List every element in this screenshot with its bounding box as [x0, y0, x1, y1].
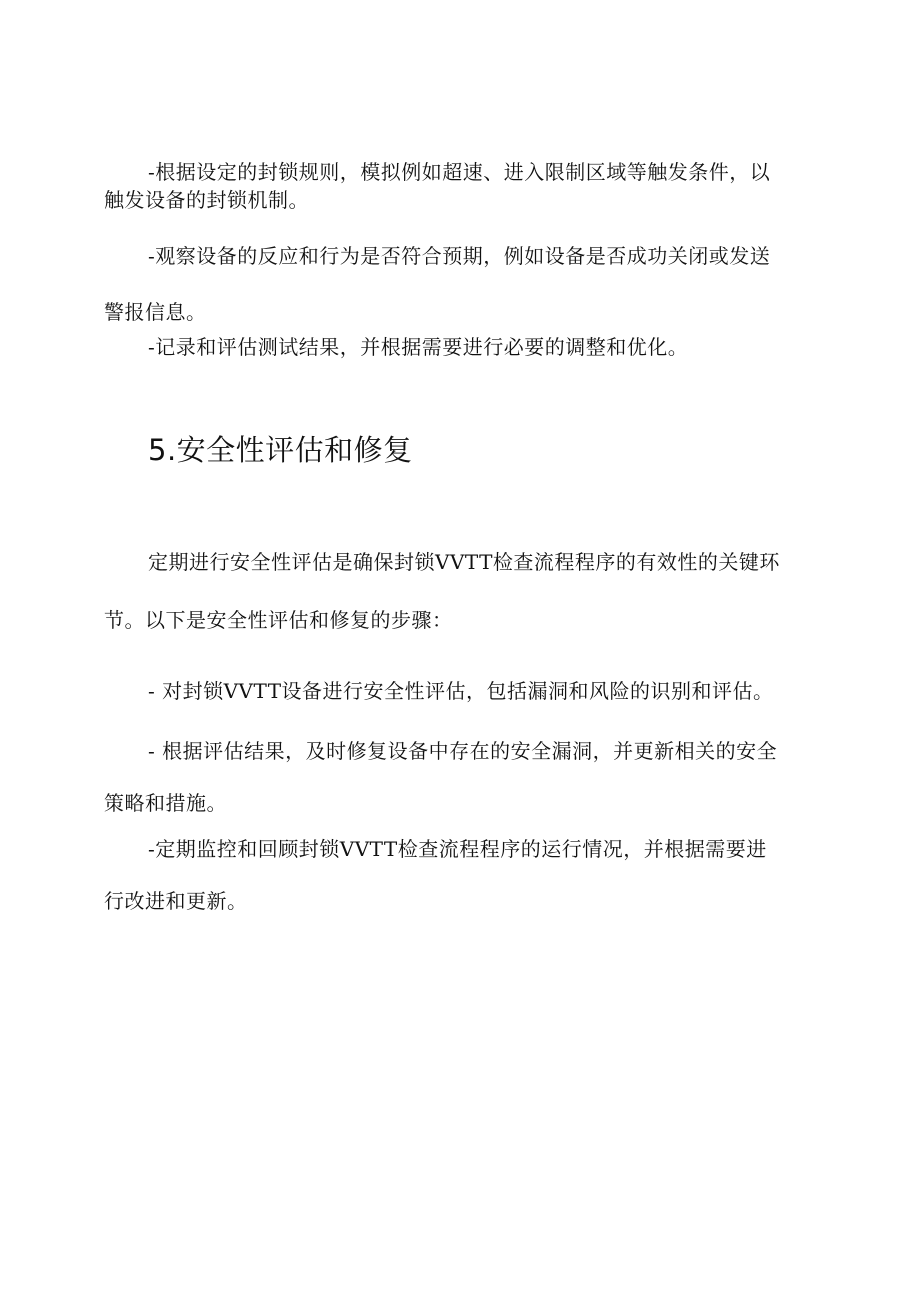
paragraph-line: -定期监控和回顾封锁VVTT检查流程程序的运行情况，并根据需要进 — [148, 837, 767, 861]
paragraph-intro — [104, 533, 824, 649]
paragraph-line: - 根据评估结果，及时修复设备中存在的安全漏洞，并更新相关的安全 — [148, 739, 778, 763]
list-item-assess-devices — [104, 677, 824, 705]
paragraph-trigger-lock — [104, 158, 824, 214]
paragraph-line: -观察设备的反应和行为是否符合预期，例如设备是否成功关闭或发送 — [148, 244, 771, 268]
list-item-fix-vulnerabilities — [104, 725, 824, 829]
paragraph-observe-behavior — [104, 228, 824, 340]
paragraph-line: 节。以下是安全性评估和修复的步骤： — [104, 608, 453, 632]
paragraph-line: 行改进和更新。 — [104, 889, 248, 913]
paragraph-record-results — [104, 333, 824, 361]
paragraph-line: 策略和措施。 — [104, 791, 227, 815]
paragraph-line: - 对封锁VVTT设备进行安全性评估，包括漏洞和风险的识别和评估。 — [148, 679, 774, 703]
list-item-monitor-review — [104, 823, 824, 927]
paragraph-line: 定期进行安全性评估是确保封锁VVTT检查流程程序的有效性的关键环 — [148, 550, 780, 574]
paragraph-line: 触发设备的封锁机制。 — [104, 188, 309, 212]
section-heading: 5.安全性评估和修复 — [148, 433, 413, 467]
paragraph-line: 警报信息。 — [104, 300, 207, 324]
paragraph-line: -根据设定的封锁规则，模拟例如超速、进入限制区域等触发条件，以 — [148, 160, 771, 184]
paragraph-line: -记录和评估测试结果，并根据需要进行必要的调整和优化。 — [148, 335, 689, 359]
